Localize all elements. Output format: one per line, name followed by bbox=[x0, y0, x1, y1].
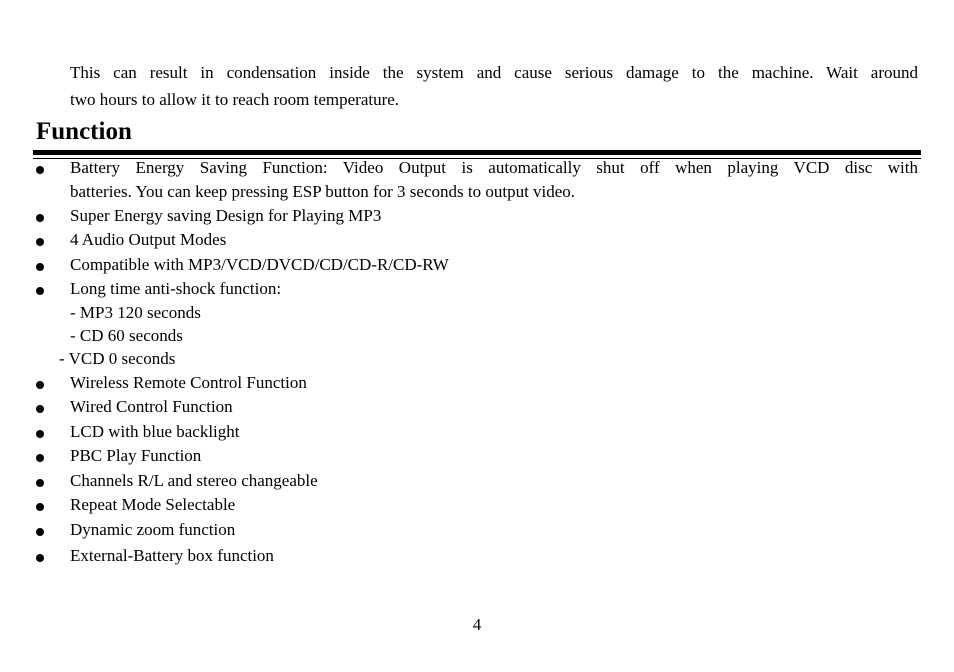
bullet-icon bbox=[36, 238, 44, 246]
intro-line-2: two hours to allow it to reach room temperature. bbox=[70, 90, 400, 109]
bullet-icon bbox=[36, 381, 44, 389]
anti-shock-vcd: - VCD 0 seconds bbox=[59, 349, 176, 368]
list-item-line: Battery Energy Saving Function: Video Output is automatically shut off when playing VCD disc with bbox=[70, 158, 918, 177]
intro-line-1: This can result in condensation inside the system and cause serious damage to the machine. Wait around bbox=[70, 63, 918, 82]
bullet-icon bbox=[36, 554, 44, 562]
list-item-text: Wired Control Function bbox=[70, 397, 233, 416]
section-heading: Function bbox=[36, 118, 132, 145]
bullet-icon bbox=[36, 287, 44, 295]
bullet-icon bbox=[36, 214, 44, 222]
bullet-icon bbox=[36, 454, 44, 462]
bullet-icon bbox=[36, 479, 44, 487]
list-item-text: PBC Play Function bbox=[70, 446, 202, 465]
intro-paragraph bbox=[70, 59, 918, 113]
list-item-text: 4 Audio Output Modes bbox=[70, 230, 227, 249]
list-item-text: Wireless Remote Control Function bbox=[70, 373, 307, 392]
bullet-icon bbox=[36, 528, 44, 536]
list-item-text: LCD with blue backlight bbox=[70, 422, 240, 441]
list-item-text: Super Energy saving Design for Playing MP3 bbox=[70, 206, 382, 225]
anti-shock-mp3: - MP3 120 seconds bbox=[70, 303, 201, 322]
list-item-text bbox=[70, 156, 918, 204]
list-item-text: Repeat Mode Selectable bbox=[70, 495, 236, 514]
list-item-text: Channels R/L and stereo changeable bbox=[70, 471, 318, 490]
heading-rule bbox=[33, 150, 921, 155]
bullet-icon bbox=[36, 263, 44, 271]
list-item-line: batteries. You can keep pressing ESP button for 3 seconds to output video. bbox=[70, 182, 576, 201]
bullet-icon bbox=[36, 430, 44, 438]
bullet-icon bbox=[36, 166, 44, 174]
anti-shock-cd: - CD 60 seconds bbox=[70, 326, 183, 345]
bullet-icon bbox=[36, 503, 44, 511]
bullet-icon bbox=[36, 405, 44, 413]
list-item-text: Dynamic zoom function bbox=[70, 520, 236, 539]
page-number: 4 bbox=[472, 615, 482, 634]
list-item-text: Compatible with MP3/VCD/DVCD/CD/CD-R/CD-RW bbox=[70, 255, 449, 274]
list-item-text: Long time anti-shock function: bbox=[70, 279, 282, 298]
list-item-text: External-Battery box function bbox=[70, 546, 274, 565]
